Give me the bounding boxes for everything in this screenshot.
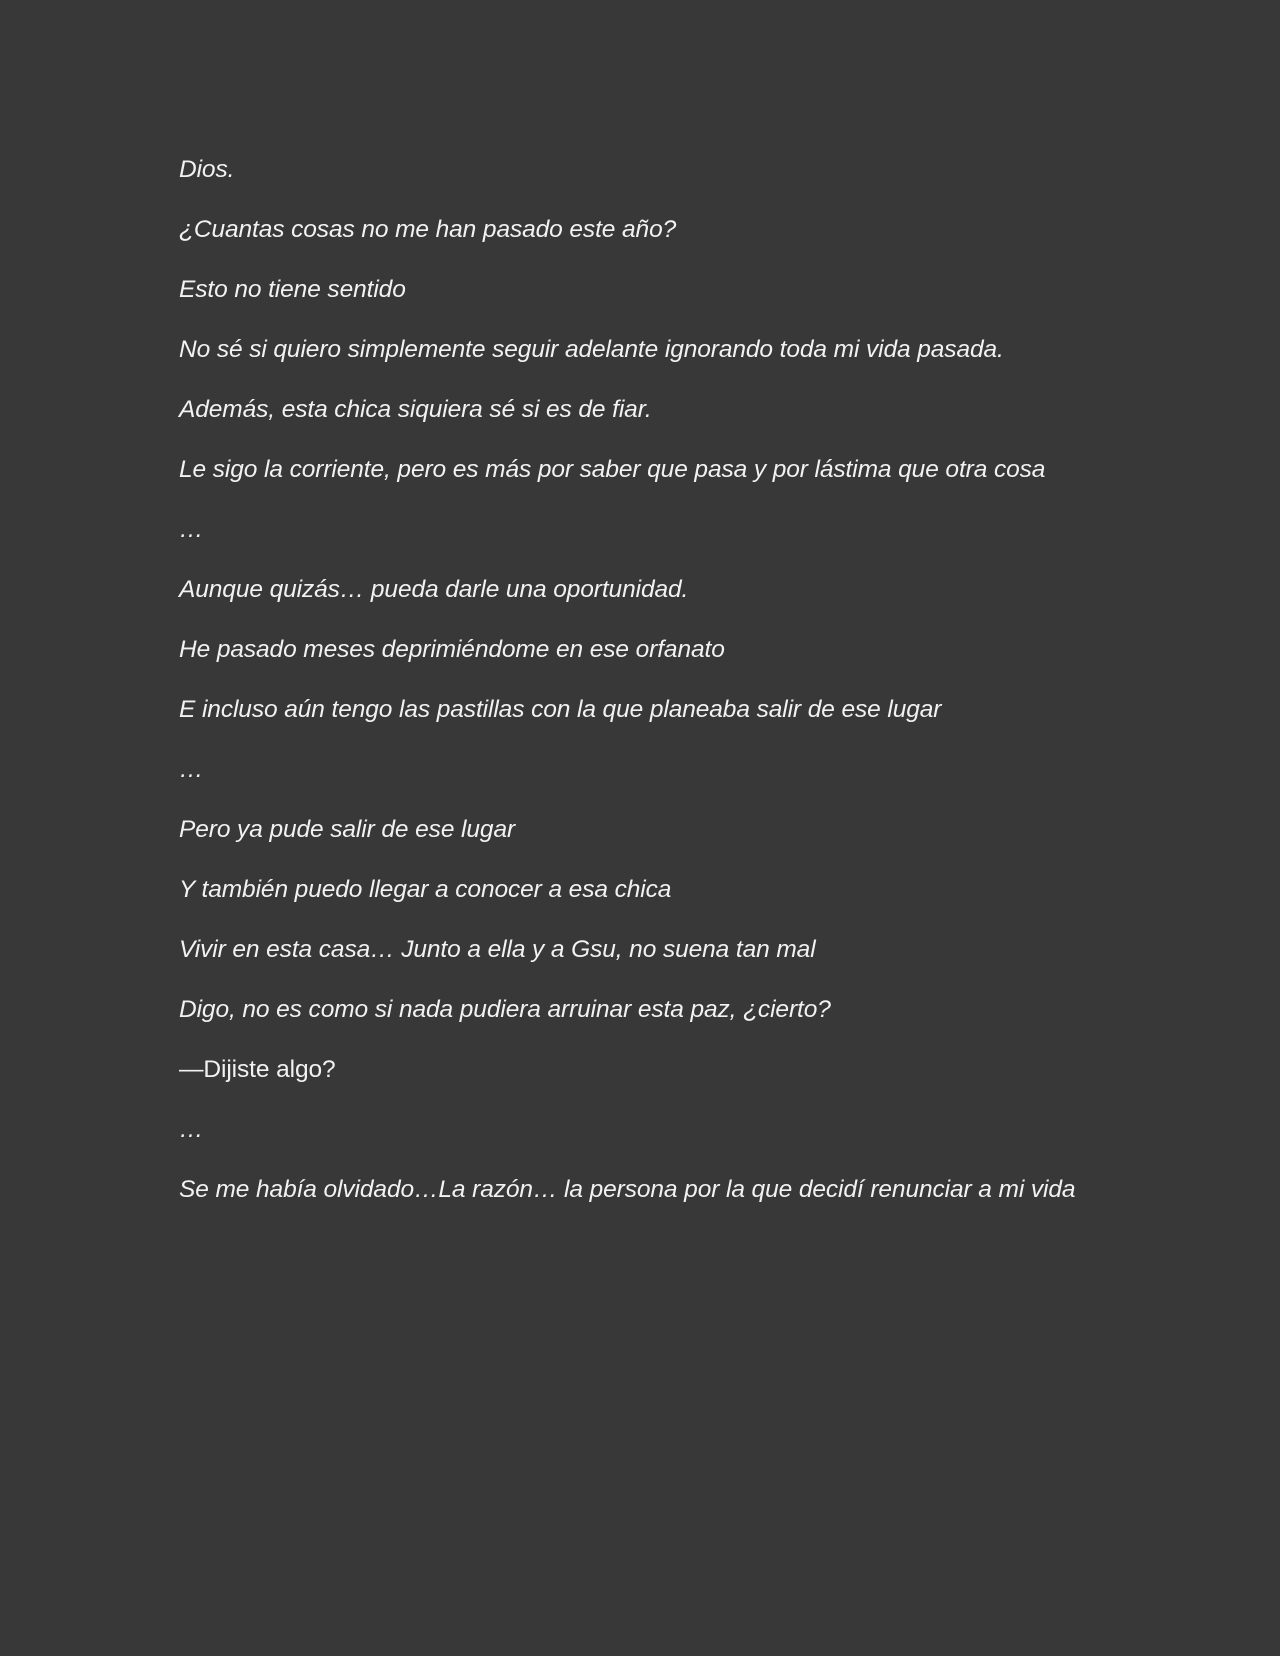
ellipsis-paragraph: …	[179, 1116, 204, 1143]
paragraph: Esto no tiene sentido	[179, 276, 406, 303]
document-page	[179, 148, 1099, 1228]
dialogue-line: —Dijiste algo?	[179, 1056, 336, 1083]
paragraph: Dios.	[179, 156, 235, 183]
ellipsis-paragraph: …	[179, 516, 204, 543]
paragraph: ¿Cuantas cosas no me han pasado este año?	[179, 216, 677, 243]
paragraph: No sé si quiero simplemente seguir adelante ignorando toda mi vida pasada.	[179, 336, 1004, 363]
paragraph: Le sigo la corriente, pero es más por saber que pasa y por lástima que otra cosa	[179, 456, 1046, 483]
paragraph: He pasado meses deprimiéndome en ese orfanato	[179, 636, 725, 663]
paragraph: Además, esta chica siquiera sé si es de fiar.	[179, 396, 652, 423]
paragraph: Y también puedo llegar a conocer a esa chica	[179, 876, 672, 903]
paragraph: Digo, no es como si nada pudiera arruinar esta paz, ¿cierto?	[179, 996, 831, 1023]
paragraph: Se me había olvidado…La razón… la persona por la que decidí renunciar a mi vida	[179, 1176, 1076, 1203]
paragraph: Pero ya pude salir de ese lugar	[179, 816, 516, 843]
paragraph: Aunque quizás… pueda darle una oportunidad.	[179, 576, 689, 603]
paragraph: Vivir en esta casa… Junto a ella y a Gsu, no suena tan mal	[179, 936, 816, 963]
paragraph: E incluso aún tengo las pastillas con la que planeaba salir de ese lugar	[179, 696, 942, 723]
ellipsis-paragraph: …	[179, 756, 204, 783]
